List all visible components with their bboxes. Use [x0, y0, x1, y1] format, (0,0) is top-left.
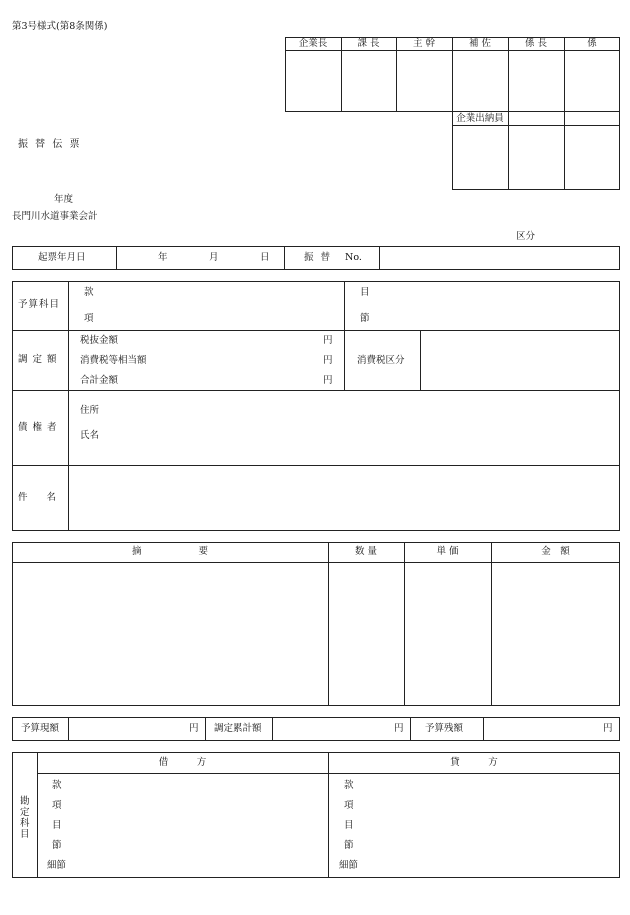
creditor-address-label: 住所 — [80, 405, 100, 416]
accounts-label: 勘定科目 — [20, 796, 30, 840]
issue-month-label: 月 — [209, 252, 219, 263]
budget-remaining-unit: 円 — [603, 723, 613, 734]
budget-cumulative-unit: 円 — [394, 723, 404, 734]
tax-category-label: 消費税区分 — [357, 355, 405, 366]
budget-remaining-label: 予算残額 — [425, 723, 464, 734]
assessment-label: 調 定 額 — [18, 354, 58, 365]
doc-title: 振 替 伝 票 — [18, 139, 82, 150]
budget-setsu-label: 節 — [360, 313, 370, 324]
organization-name: 長門川水道事業会計 — [12, 211, 98, 222]
approval-stamp-grid — [285, 37, 620, 190]
assessment-row-label: 消費税等相当額 — [80, 355, 147, 366]
details-header-unit-price: 単 価 — [436, 546, 459, 557]
creditor-name-label: 氏名 — [80, 430, 100, 441]
budget-current-unit: 円 — [189, 723, 199, 734]
debit-item: 節 — [52, 840, 62, 851]
credit-label: 貸 方 — [450, 757, 498, 768]
debit-item: 目 — [52, 820, 62, 831]
category-label: 区分 — [516, 231, 536, 242]
budget-moku-label: 目 — [360, 287, 370, 298]
transfer-label: 振 替 — [304, 252, 333, 263]
approval-header-section-chief: 課 長 — [357, 38, 380, 49]
budget-kou-label: 項 — [84, 313, 94, 324]
credit-item: 款 — [344, 780, 354, 791]
budget-current-label: 予算現額 — [21, 723, 60, 734]
transfer-no-label: No. — [345, 252, 362, 263]
approval-header-staff: 係 — [587, 38, 597, 49]
accounts-table — [12, 752, 620, 878]
credit-item: 項 — [344, 800, 354, 811]
issue-day-label: 日 — [260, 252, 270, 263]
credit-item: 節 — [344, 840, 354, 851]
details-header-amount: 金 額 — [541, 546, 570, 557]
credit-item: 目 — [344, 820, 354, 831]
issue-date-label: 起票年月日 — [38, 252, 86, 263]
approval-header-assistant: 補 佐 — [468, 38, 492, 49]
treasurer-label: 企業出納員 — [456, 113, 504, 124]
approval-header-manager: 主 幹 — [412, 38, 436, 49]
transfer-no-input[interactable] — [382, 248, 620, 270]
budget-cumulative-label: 調定累計額 — [214, 723, 262, 734]
details-header-summary: 摘 要 — [131, 546, 208, 557]
budget-summary-row — [12, 717, 620, 741]
creditor-label: 債 権 者 — [18, 422, 58, 433]
assessment-row-unit: 円 — [323, 375, 333, 386]
fiscal-year-label: 年度 — [54, 194, 74, 205]
subject-label: 件 名 — [18, 492, 57, 503]
debit-item: 細節 — [47, 860, 67, 871]
form-number: 第3号様式(第8条関係) — [12, 21, 108, 32]
details-table — [12, 542, 620, 706]
debit-label: 借 方 — [158, 757, 207, 768]
debit-item: 款 — [52, 780, 62, 791]
details-header-quantity: 数 量 — [354, 546, 378, 557]
debit-item: 項 — [52, 800, 62, 811]
approval-header-president: 企業長 — [298, 38, 328, 49]
issue-year-label: 年 — [158, 252, 168, 263]
credit-item: 細節 — [339, 860, 359, 871]
budget-kan-label: 款 — [84, 287, 94, 298]
assessment-row-unit: 円 — [323, 335, 333, 346]
assessment-row-unit: 円 — [323, 355, 333, 366]
assessment-row-label: 税抜金額 — [80, 335, 119, 346]
assessment-row-label: 合計金額 — [80, 375, 119, 386]
approval-header-chief: 係 長 — [524, 38, 548, 49]
budget-label: 予算科目 — [18, 299, 61, 310]
info-table — [12, 281, 620, 531]
